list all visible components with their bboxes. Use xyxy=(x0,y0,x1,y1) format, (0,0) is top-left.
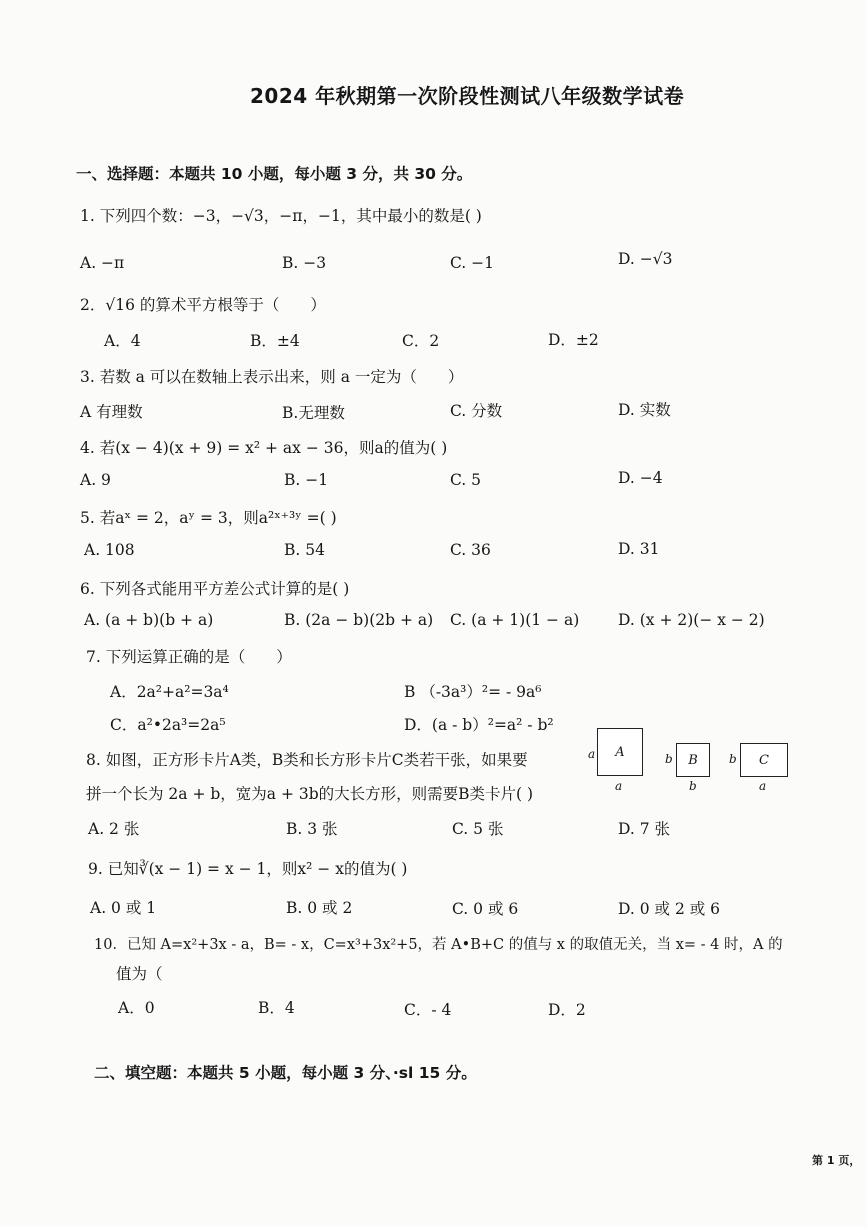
question-1-stem: 1. 下列四个数：−3，−√3，−π，−1，其中最小的数是( ) xyxy=(80,207,482,225)
q4-option-d: D. −4 xyxy=(618,469,663,487)
q8-option-a: A. 2 张 xyxy=(88,820,140,838)
q4-option-c: C. 5 xyxy=(450,471,482,489)
card-b-bottom-label: b xyxy=(689,779,697,793)
q5-option-c: C. 36 xyxy=(450,541,491,559)
q7-option-b: B （-3a³）²= - 9a⁶ xyxy=(404,683,542,701)
card-b-side-label: b xyxy=(665,752,673,766)
q4-option-a: A. 9 xyxy=(80,471,111,489)
q9-option-c: C. 0 或 6 xyxy=(452,900,519,918)
question-3-stem: 3. 若数 a 可以在数轴上表示出来，则 a 一定为（ ） xyxy=(80,368,464,386)
section2-heading: 二、填空题：本题共 5 小题，每小题 3 分、·sl 15 分。 xyxy=(94,1064,477,1082)
card-a-side-label: a xyxy=(588,747,596,761)
card-c-rectangle xyxy=(740,743,788,777)
q6-option-a: A. (a + b)(b + a) xyxy=(84,611,214,629)
card-b-label: B xyxy=(688,752,698,768)
section1-heading: 一、选择题：本题共 10 小题，每小题 3 分，共 30 分。 xyxy=(76,165,473,183)
question-6-stem: 6. 下列各式能用平方差公式计算的是( ) xyxy=(80,580,350,598)
q7-option-a: A．2a²+a²=3a⁴ xyxy=(110,683,229,701)
exam-title: 2024 年秋期第一次阶段性测试八年级数学试卷 xyxy=(250,84,685,108)
question-4-stem: 4. 若(x − 4)(x + 9) = x² + ax − 36，则a的值为( ) xyxy=(80,439,448,457)
q9-option-d: D. 0 或 2 或 6 xyxy=(618,900,721,918)
q1-option-d: D. −√3 xyxy=(618,250,673,268)
q6-option-d: D. (x + 2)(− x − 2) xyxy=(618,611,765,629)
q10-option-a: A．0 xyxy=(118,999,155,1017)
q2-option-a: A．4 xyxy=(104,332,141,350)
question-8-stem-line1: 8. 如图，正方形卡片A类，B类和长方形卡片C类若干张，如果要 xyxy=(86,751,528,769)
question-5-stem: 5. 若aˣ = 2，aʸ = 3，则a²ˣ⁺³ʸ =( ) xyxy=(80,509,337,527)
q5-option-b: B. 54 xyxy=(284,541,325,559)
card-c-label: C xyxy=(759,752,769,768)
q10-option-d: D．2 xyxy=(548,1001,586,1019)
q10-option-b: B．4 xyxy=(258,999,295,1017)
card-b-square xyxy=(676,743,710,777)
question-10-stem-line1: 10．已知 A=x²+3x - a，B= - x，C=x³+3x²+5，若 A•B+C 的值与 x 的取值无关，当 x= - 4 时，A 的 xyxy=(94,937,783,953)
q3-option-a: A 有理数 xyxy=(80,403,143,421)
card-a-label: A xyxy=(615,744,625,760)
card-a-bottom-label: a xyxy=(615,779,623,793)
q3-option-d: D. 实数 xyxy=(618,401,671,419)
q8-option-b: B. 3 张 xyxy=(286,820,338,838)
question-10-stem-line2: 值为（ xyxy=(116,965,163,983)
q8-option-d: D. 7 张 xyxy=(618,820,671,838)
card-c-side-label: b xyxy=(729,752,737,766)
q8-option-c: C. 5 张 xyxy=(452,820,504,838)
question-8-stem-line2: 拼一个长为 2a + b，宽为a + 3b的大长方形，则需要B类卡片( ) xyxy=(86,785,534,803)
page-number: 第 1 页， xyxy=(812,1154,861,1167)
question-9-stem: 9. 已知∛(x − 1) = x − 1，则x² − x的值为( ) xyxy=(88,860,408,878)
q2-option-b: B．±4 xyxy=(250,332,300,350)
q6-option-c: C. (a + 1)(1 − a) xyxy=(450,611,580,629)
q1-option-c: C. −1 xyxy=(450,254,495,272)
card-c-bottom-label: a xyxy=(759,779,767,793)
q6-option-b: B. (2a − b)(2b + a) xyxy=(284,611,434,629)
q2-option-c: C．2 xyxy=(402,332,440,350)
q9-option-b: B. 0 或 2 xyxy=(286,899,353,917)
q4-option-b: B. −1 xyxy=(284,471,329,489)
q1-option-b: B. −3 xyxy=(282,254,327,272)
q3-option-c: C. 分数 xyxy=(450,402,503,420)
card-a-square xyxy=(597,728,643,776)
q2-option-d: D．±2 xyxy=(548,331,599,349)
q5-option-d: D. 31 xyxy=(618,540,660,558)
q1-option-a: A. −π xyxy=(80,254,125,272)
q10-option-c: C．- 4 xyxy=(404,1001,452,1019)
q3-option-b: B.无理数 xyxy=(282,404,345,422)
q7-option-d: D．(a - b）²=a² - b² xyxy=(404,716,554,734)
q9-option-a: A. 0 或 1 xyxy=(90,899,157,917)
q5-option-a: A. 108 xyxy=(84,541,135,559)
question-2-stem: 2．√16 的算术平方根等于（ ） xyxy=(80,296,326,314)
question-7-stem: 7. 下列运算正确的是（ ） xyxy=(86,648,292,666)
q7-option-c: C．a²•2a³=2a⁵ xyxy=(110,716,226,734)
